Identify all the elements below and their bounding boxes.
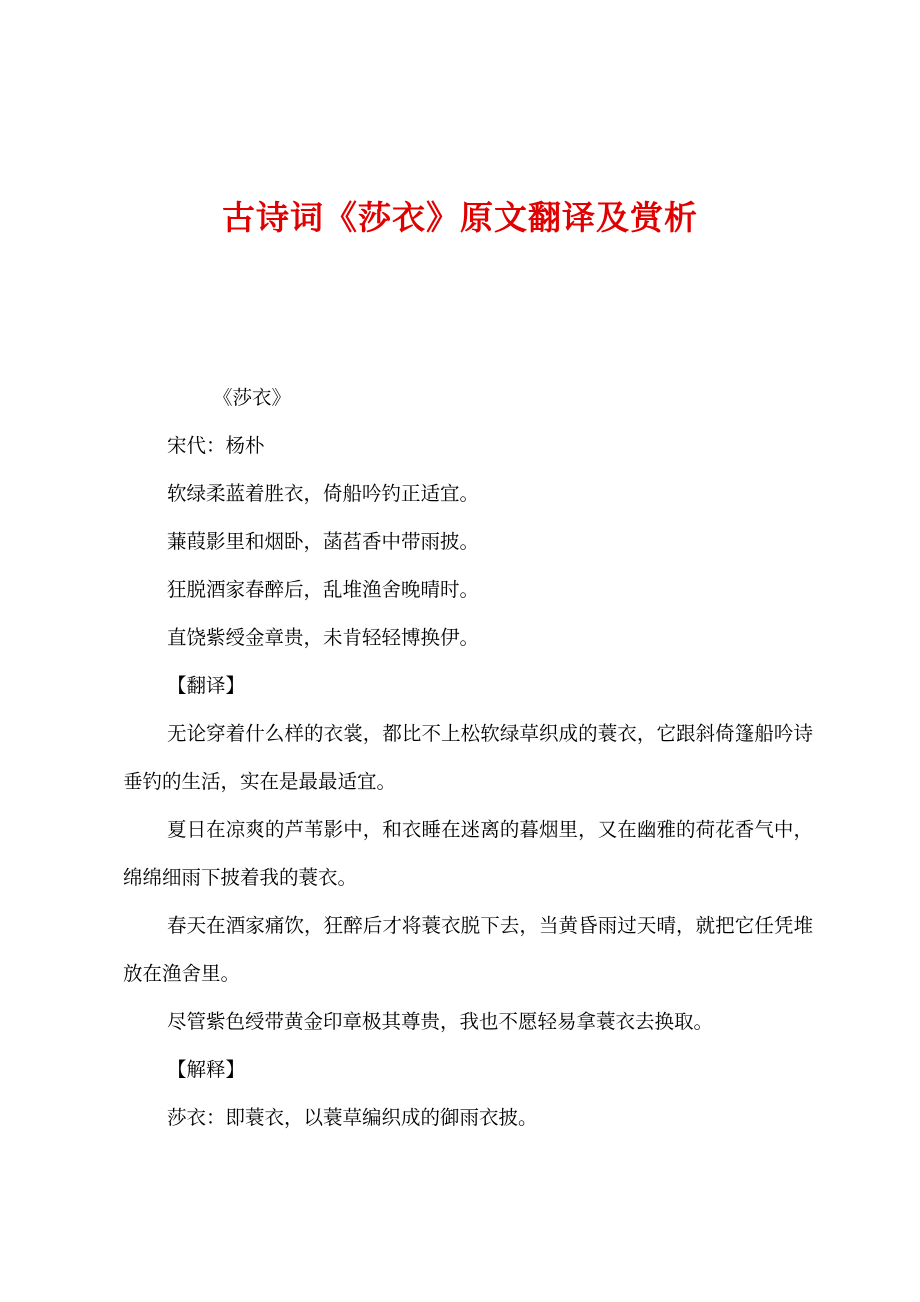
poem-line: 软绿柔蓝着胜衣，倚船吟钓正适宜。 [167, 482, 480, 505]
explanation-heading: 【解释】 [167, 1058, 246, 1081]
document-title: 古诗词《莎衣》原文翻译及赏析 [222, 198, 698, 237]
poem-title: 《莎衣》 [213, 386, 292, 409]
poem-line: 蒹葭影里和烟卧，菡萏香中带雨披。 [167, 530, 480, 553]
author-line: 宋代：杨朴 [167, 434, 265, 457]
explanation-line: 莎衣：即蓑衣，以蓑草编织成的御雨衣披。 [167, 1106, 538, 1129]
translation-paragraph: 无论穿着什么样的衣裳，都比不上松软绿草织成的蓑衣，它跟斜倚篷船吟诗垂钓的生活，实在是最最适宜。 [123, 722, 813, 793]
document-body [123, 374, 813, 1142]
poem-line: 直饶紫绶金章贵，未肯轻轻博换伊。 [167, 626, 480, 649]
translation-paragraph: 夏日在凉爽的芦苇影中，和衣睡在迷离的暮烟里，又在幽雅的荷花香气中，绵绵细雨下披着我的蓑衣。 [123, 818, 813, 889]
translation-paragraph: 春天在酒家痛饮，狂醉后才将蓑衣脱下去，当黄昏雨过天晴，就把它任凭堆放在渔舍里。 [123, 914, 813, 985]
translation-paragraph: 尽管紫色绶带黄金印章极其尊贵，我也不愿轻易拿蓑衣去换取。 [167, 1010, 714, 1033]
poem-line: 狂脱酒家春醉后，乱堆渔舍晚晴时。 [167, 578, 480, 601]
translation-heading: 【翻译】 [167, 674, 246, 697]
